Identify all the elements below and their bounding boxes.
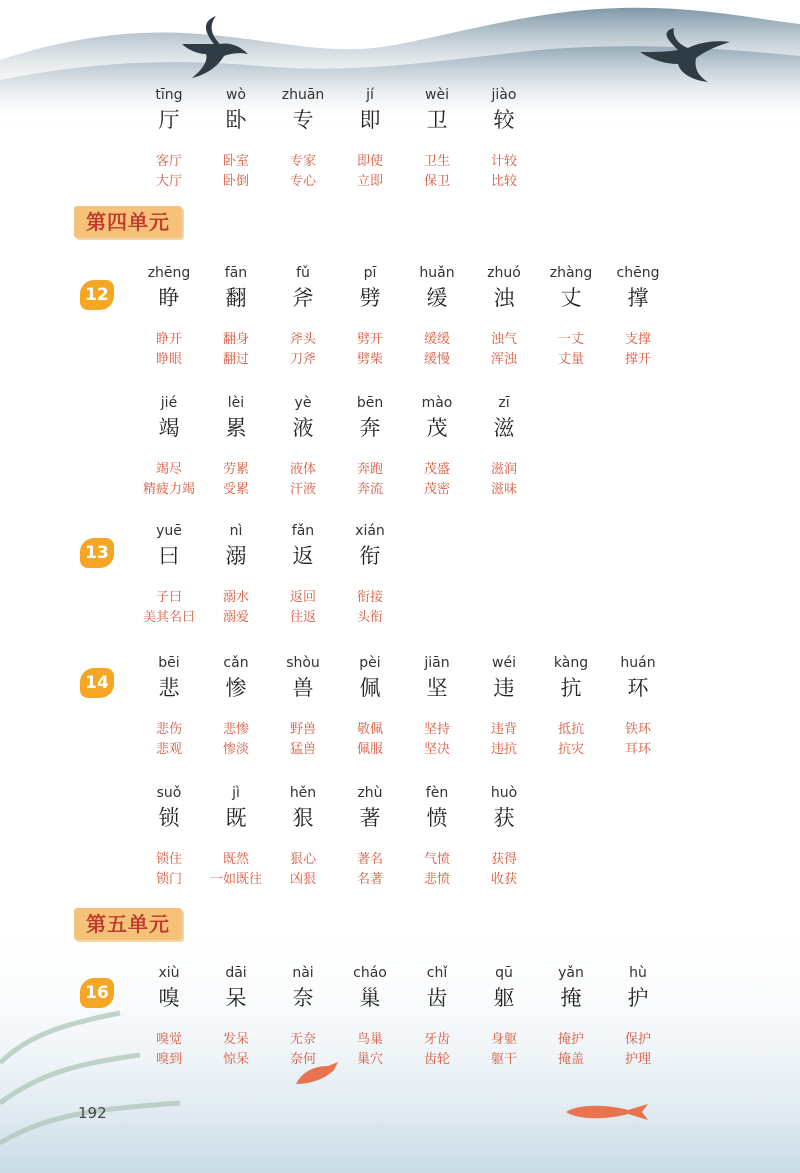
example-word: 锁门 — [155, 872, 182, 887]
example-word: 气愤 — [423, 852, 450, 867]
example-word: 违抗 — [490, 742, 517, 757]
example-word: 抵抗 — [557, 722, 584, 737]
character: 衔 — [359, 544, 381, 568]
character-entry — [270, 394, 336, 500]
example-word: 睁开 — [155, 332, 182, 347]
pinyin: jié — [160, 395, 178, 411]
character-entry — [337, 964, 403, 1070]
character: 坚 — [426, 676, 448, 700]
character-entry — [136, 394, 202, 500]
character: 滋 — [493, 416, 515, 440]
pinyin: wéi — [492, 655, 516, 671]
character-entry — [538, 964, 604, 1070]
example-word: 奔流 — [356, 482, 383, 497]
example-word: 大厅 — [155, 174, 182, 189]
example-words — [538, 720, 604, 760]
pinyin: shòu — [286, 655, 320, 671]
example-word: 客厅 — [155, 154, 182, 169]
example-words — [270, 152, 336, 192]
example-word: 卧倒 — [222, 174, 249, 189]
character: 呆 — [225, 986, 247, 1010]
pinyin: pèi — [359, 655, 381, 671]
example-words — [404, 330, 470, 370]
example-word: 悲伤 — [155, 722, 182, 737]
character-entry — [337, 264, 403, 370]
character: 愤 — [426, 806, 448, 830]
example-word: 斧头 — [289, 332, 316, 347]
lesson-badge: 14 — [80, 668, 114, 698]
example-word: 即使 — [356, 154, 383, 169]
example-word: 名著 — [356, 872, 383, 887]
character-entry — [337, 394, 403, 500]
example-words — [136, 588, 202, 628]
example-word: 卧室 — [222, 154, 249, 169]
character: 著 — [359, 806, 381, 830]
example-word: 溺水 — [222, 590, 249, 605]
character-entry — [404, 264, 470, 370]
example-word: 衔接 — [356, 590, 383, 605]
pinyin: wò — [225, 87, 246, 103]
example-words — [337, 850, 403, 890]
example-word: 耳环 — [624, 742, 651, 757]
pinyin: huán — [620, 655, 656, 671]
pinyin: nì — [229, 523, 243, 539]
character-entry — [203, 394, 269, 500]
character-entry — [404, 784, 470, 890]
example-word: 悲观 — [155, 742, 182, 757]
example-words — [136, 330, 202, 370]
character: 护 — [627, 986, 649, 1010]
character-entry — [203, 784, 269, 890]
example-word: 惨淡 — [222, 742, 249, 757]
example-word: 缓缓 — [423, 332, 450, 347]
example-word: 劈柴 — [356, 352, 383, 367]
character: 巢 — [359, 986, 381, 1010]
pinyin: zhù — [357, 785, 383, 801]
example-words — [203, 720, 269, 760]
pinyin: zhēng — [147, 265, 191, 281]
character: 获 — [493, 806, 515, 830]
pinyin: zhuān — [281, 87, 325, 103]
example-word: 专心 — [289, 174, 316, 189]
example-word: 身躯 — [490, 1032, 517, 1047]
example-words — [337, 720, 403, 760]
character: 嗅 — [158, 986, 180, 1010]
character: 劈 — [359, 286, 381, 310]
character: 浊 — [493, 286, 515, 310]
example-words — [605, 1030, 671, 1070]
example-word: 翻身 — [222, 332, 249, 347]
example-word: 立即 — [356, 174, 383, 189]
example-words — [471, 330, 537, 370]
character-entry — [605, 964, 671, 1070]
character: 卫 — [426, 108, 448, 132]
example-words — [337, 460, 403, 500]
pinyin: jí — [366, 87, 374, 103]
example-word: 嗅到 — [155, 1052, 182, 1067]
example-word: 滋润 — [490, 462, 517, 477]
example-word: 惊呆 — [222, 1052, 249, 1067]
character-entry — [337, 86, 403, 192]
pinyin: fān — [224, 265, 248, 281]
pinyin: yǎn — [558, 965, 584, 981]
example-word: 比较 — [490, 174, 517, 189]
example-word: 睁眼 — [155, 352, 182, 367]
character-entry — [136, 86, 202, 192]
character-entry — [538, 264, 604, 370]
example-word: 溺爱 — [222, 610, 249, 625]
character: 奔 — [359, 416, 381, 440]
example-words — [203, 152, 269, 192]
character: 缓 — [426, 286, 448, 310]
example-word: 嗅觉 — [155, 1032, 182, 1047]
example-words — [605, 720, 671, 760]
example-word: 专家 — [289, 154, 316, 169]
example-words — [471, 850, 537, 890]
example-word: 头衔 — [356, 610, 383, 625]
character-entry — [404, 394, 470, 500]
character: 即 — [359, 108, 381, 132]
character: 撑 — [627, 286, 649, 310]
example-words — [270, 850, 336, 890]
example-word: 奔跑 — [356, 462, 383, 477]
character: 掩 — [560, 986, 582, 1010]
example-word: 汗液 — [289, 482, 316, 497]
example-word: 茂盛 — [423, 462, 450, 477]
pinyin: bēi — [158, 655, 180, 671]
character: 卧 — [225, 108, 247, 132]
example-words — [404, 720, 470, 760]
pinyin: qū — [495, 965, 513, 981]
example-word: 保卫 — [423, 174, 450, 189]
example-words — [136, 152, 202, 192]
character: 翻 — [225, 286, 247, 310]
pinyin: fèn — [425, 785, 449, 801]
character-entry — [471, 964, 537, 1070]
character-entry — [404, 654, 470, 760]
pinyin: suǒ — [156, 785, 182, 801]
character: 斧 — [292, 286, 314, 310]
character-entry — [136, 964, 202, 1070]
pinyin: zhuó — [487, 265, 521, 281]
example-word: 刀斧 — [289, 352, 316, 367]
pinyin: cháo — [353, 965, 387, 981]
example-words — [538, 1030, 604, 1070]
example-word: 受累 — [222, 482, 249, 497]
character: 佩 — [359, 676, 381, 700]
character-entry — [203, 264, 269, 370]
example-word: 掩护 — [557, 1032, 584, 1047]
example-word: 违背 — [490, 722, 517, 737]
example-words — [270, 460, 336, 500]
character: 锁 — [158, 806, 180, 830]
pinyin: cǎn — [223, 655, 249, 671]
example-word: 坚持 — [423, 722, 450, 737]
pinyin: jiān — [424, 655, 450, 671]
example-word: 护理 — [624, 1052, 651, 1067]
pinyin: fǎn — [291, 523, 315, 539]
example-word: 狠心 — [289, 852, 316, 867]
example-word: 既然 — [222, 852, 249, 867]
pinyin: huǎn — [419, 265, 455, 281]
character-entry — [203, 86, 269, 192]
example-word: 子曰 — [155, 590, 182, 605]
example-word: 一丈 — [557, 332, 584, 347]
example-word: 掩盖 — [557, 1052, 584, 1067]
character: 抗 — [560, 676, 582, 700]
example-words — [471, 1030, 537, 1070]
example-word: 鸟巢 — [356, 1032, 383, 1047]
example-words — [471, 460, 537, 500]
character: 丈 — [560, 286, 582, 310]
pinyin: mào — [421, 395, 453, 411]
character: 躯 — [493, 986, 515, 1010]
example-word: 凶狠 — [289, 872, 316, 887]
character: 专 — [292, 108, 314, 132]
character: 睁 — [158, 286, 180, 310]
character: 环 — [627, 676, 649, 700]
character-entry — [538, 654, 604, 760]
character: 曰 — [158, 544, 180, 568]
example-word: 牙齿 — [423, 1032, 450, 1047]
character-entry — [270, 654, 336, 760]
pinyin: xiù — [158, 965, 180, 981]
example-word: 奈何 — [289, 1052, 316, 1067]
pinyin: huò — [490, 785, 518, 801]
character-entry — [471, 86, 537, 192]
example-word: 野兽 — [289, 722, 316, 737]
example-word: 劈开 — [356, 332, 383, 347]
pinyin: wèi — [425, 87, 449, 103]
character-entry — [270, 86, 336, 192]
example-word: 茂密 — [423, 482, 450, 497]
character: 溺 — [225, 544, 247, 568]
character-entry — [471, 264, 537, 370]
character: 兽 — [292, 676, 314, 700]
example-words — [404, 460, 470, 500]
example-word: 美其名曰 — [142, 610, 195, 625]
example-words — [337, 588, 403, 628]
example-word: 计较 — [490, 154, 517, 169]
example-words — [337, 330, 403, 370]
pinyin: tīng — [155, 87, 183, 103]
character: 厅 — [158, 108, 180, 132]
example-words — [404, 152, 470, 192]
pinyin: bēn — [356, 395, 384, 411]
character: 悲 — [158, 676, 180, 700]
example-words — [270, 1030, 336, 1070]
character: 竭 — [158, 416, 180, 440]
example-words — [136, 850, 202, 890]
lesson-badge: 12 — [80, 280, 114, 310]
pinyin: yuē — [156, 523, 182, 539]
character-entry — [404, 964, 470, 1070]
page-number: 192 — [78, 1104, 107, 1122]
example-words — [471, 152, 537, 192]
pinyin: pī — [363, 265, 377, 281]
example-words — [136, 460, 202, 500]
character: 既 — [225, 806, 247, 830]
character-entry — [605, 264, 671, 370]
example-word: 著名 — [356, 852, 383, 867]
pinyin: lèi — [227, 395, 245, 411]
character-entry — [270, 522, 336, 628]
example-words — [538, 330, 604, 370]
example-word: 撑开 — [624, 352, 651, 367]
example-words — [136, 1030, 202, 1070]
example-word: 翻过 — [222, 352, 249, 367]
swallow-icon — [178, 14, 250, 80]
pinyin: xián — [355, 523, 385, 539]
example-word: 巢穴 — [356, 1052, 383, 1067]
example-words — [203, 850, 269, 890]
example-word: 竭尽 — [155, 462, 182, 477]
example-word: 收获 — [490, 872, 517, 887]
character: 奈 — [292, 986, 314, 1010]
character-entry — [605, 654, 671, 760]
example-words — [203, 460, 269, 500]
example-word: 一如既往 — [209, 872, 262, 887]
character-entry — [337, 784, 403, 890]
character: 惨 — [225, 676, 247, 700]
character: 液 — [292, 416, 314, 440]
character-entry — [270, 964, 336, 1070]
character: 累 — [225, 416, 247, 440]
example-words — [270, 588, 336, 628]
pinyin: yè — [294, 395, 312, 411]
example-words — [337, 1030, 403, 1070]
character-entry — [471, 654, 537, 760]
example-word: 保护 — [624, 1032, 651, 1047]
pinyin: hù — [629, 965, 647, 981]
example-word: 悲愤 — [423, 872, 450, 887]
example-word: 往返 — [289, 610, 316, 625]
pinyin: chēng — [616, 265, 660, 281]
example-word: 躯干 — [490, 1052, 517, 1067]
example-word: 丈量 — [557, 352, 584, 367]
example-word: 齿轮 — [423, 1052, 450, 1067]
character-entry — [203, 964, 269, 1070]
example-word: 获得 — [490, 852, 517, 867]
character-entry — [203, 654, 269, 760]
unit-title: 第四单元 — [74, 206, 182, 238]
pinyin: zī — [498, 395, 510, 411]
character: 违 — [493, 676, 515, 700]
pinyin: hěn — [289, 785, 317, 801]
example-word: 卫生 — [423, 154, 450, 169]
unit-title: 第五单元 — [74, 908, 182, 940]
example-word: 精疲力竭 — [142, 482, 195, 497]
character: 返 — [292, 544, 314, 568]
pinyin: jiào — [491, 87, 517, 103]
example-word: 液体 — [289, 462, 316, 477]
pinyin: dāi — [225, 965, 247, 981]
example-word: 佩服 — [356, 742, 383, 757]
example-word: 铁环 — [624, 722, 651, 737]
pinyin: chǐ — [426, 965, 448, 981]
example-word: 支撑 — [624, 332, 651, 347]
example-word: 锁住 — [155, 852, 182, 867]
pinyin: fǔ — [296, 265, 310, 281]
example-word: 浊气 — [490, 332, 517, 347]
character: 茂 — [426, 416, 448, 440]
example-words — [203, 330, 269, 370]
pinyin: jì — [232, 785, 240, 801]
example-words — [404, 850, 470, 890]
example-words — [471, 720, 537, 760]
example-word: 滋味 — [490, 482, 517, 497]
character-entry — [404, 86, 470, 192]
example-word: 浑浊 — [490, 352, 517, 367]
fish-icon — [562, 1100, 652, 1124]
character: 齿 — [426, 986, 448, 1010]
example-word: 无奈 — [289, 1032, 316, 1047]
example-word: 发呆 — [222, 1032, 249, 1047]
pinyin: nài — [292, 965, 314, 981]
lesson-badge: 13 — [80, 538, 114, 568]
example-words — [203, 588, 269, 628]
pinyin: kàng — [553, 655, 589, 671]
example-word: 敬佩 — [356, 722, 383, 737]
example-words — [270, 330, 336, 370]
example-word: 坚决 — [423, 742, 450, 757]
character-entry — [337, 654, 403, 760]
example-word: 抗灾 — [557, 742, 584, 757]
example-words — [203, 1030, 269, 1070]
character-entry — [136, 654, 202, 760]
example-words — [404, 1030, 470, 1070]
character-entry — [136, 522, 202, 628]
example-words — [337, 152, 403, 192]
example-word: 劳累 — [222, 462, 249, 477]
character-entry — [136, 784, 202, 890]
swallow-icon — [638, 26, 732, 84]
example-word: 悲惨 — [222, 722, 249, 737]
character-entry — [270, 264, 336, 370]
example-word: 缓慢 — [423, 352, 450, 367]
example-words — [136, 720, 202, 760]
example-word: 返回 — [289, 590, 316, 605]
character-entry — [471, 394, 537, 500]
character: 较 — [493, 108, 515, 132]
example-words — [605, 330, 671, 370]
pinyin: zhàng — [549, 265, 593, 281]
lesson-badge: 16 — [80, 978, 114, 1008]
character: 狠 — [292, 806, 314, 830]
character-entry — [136, 264, 202, 370]
character-entry — [270, 784, 336, 890]
character-entry — [337, 522, 403, 628]
character-entry — [471, 784, 537, 890]
character-entry — [203, 522, 269, 628]
example-words — [270, 720, 336, 760]
example-word: 猛兽 — [289, 742, 316, 757]
